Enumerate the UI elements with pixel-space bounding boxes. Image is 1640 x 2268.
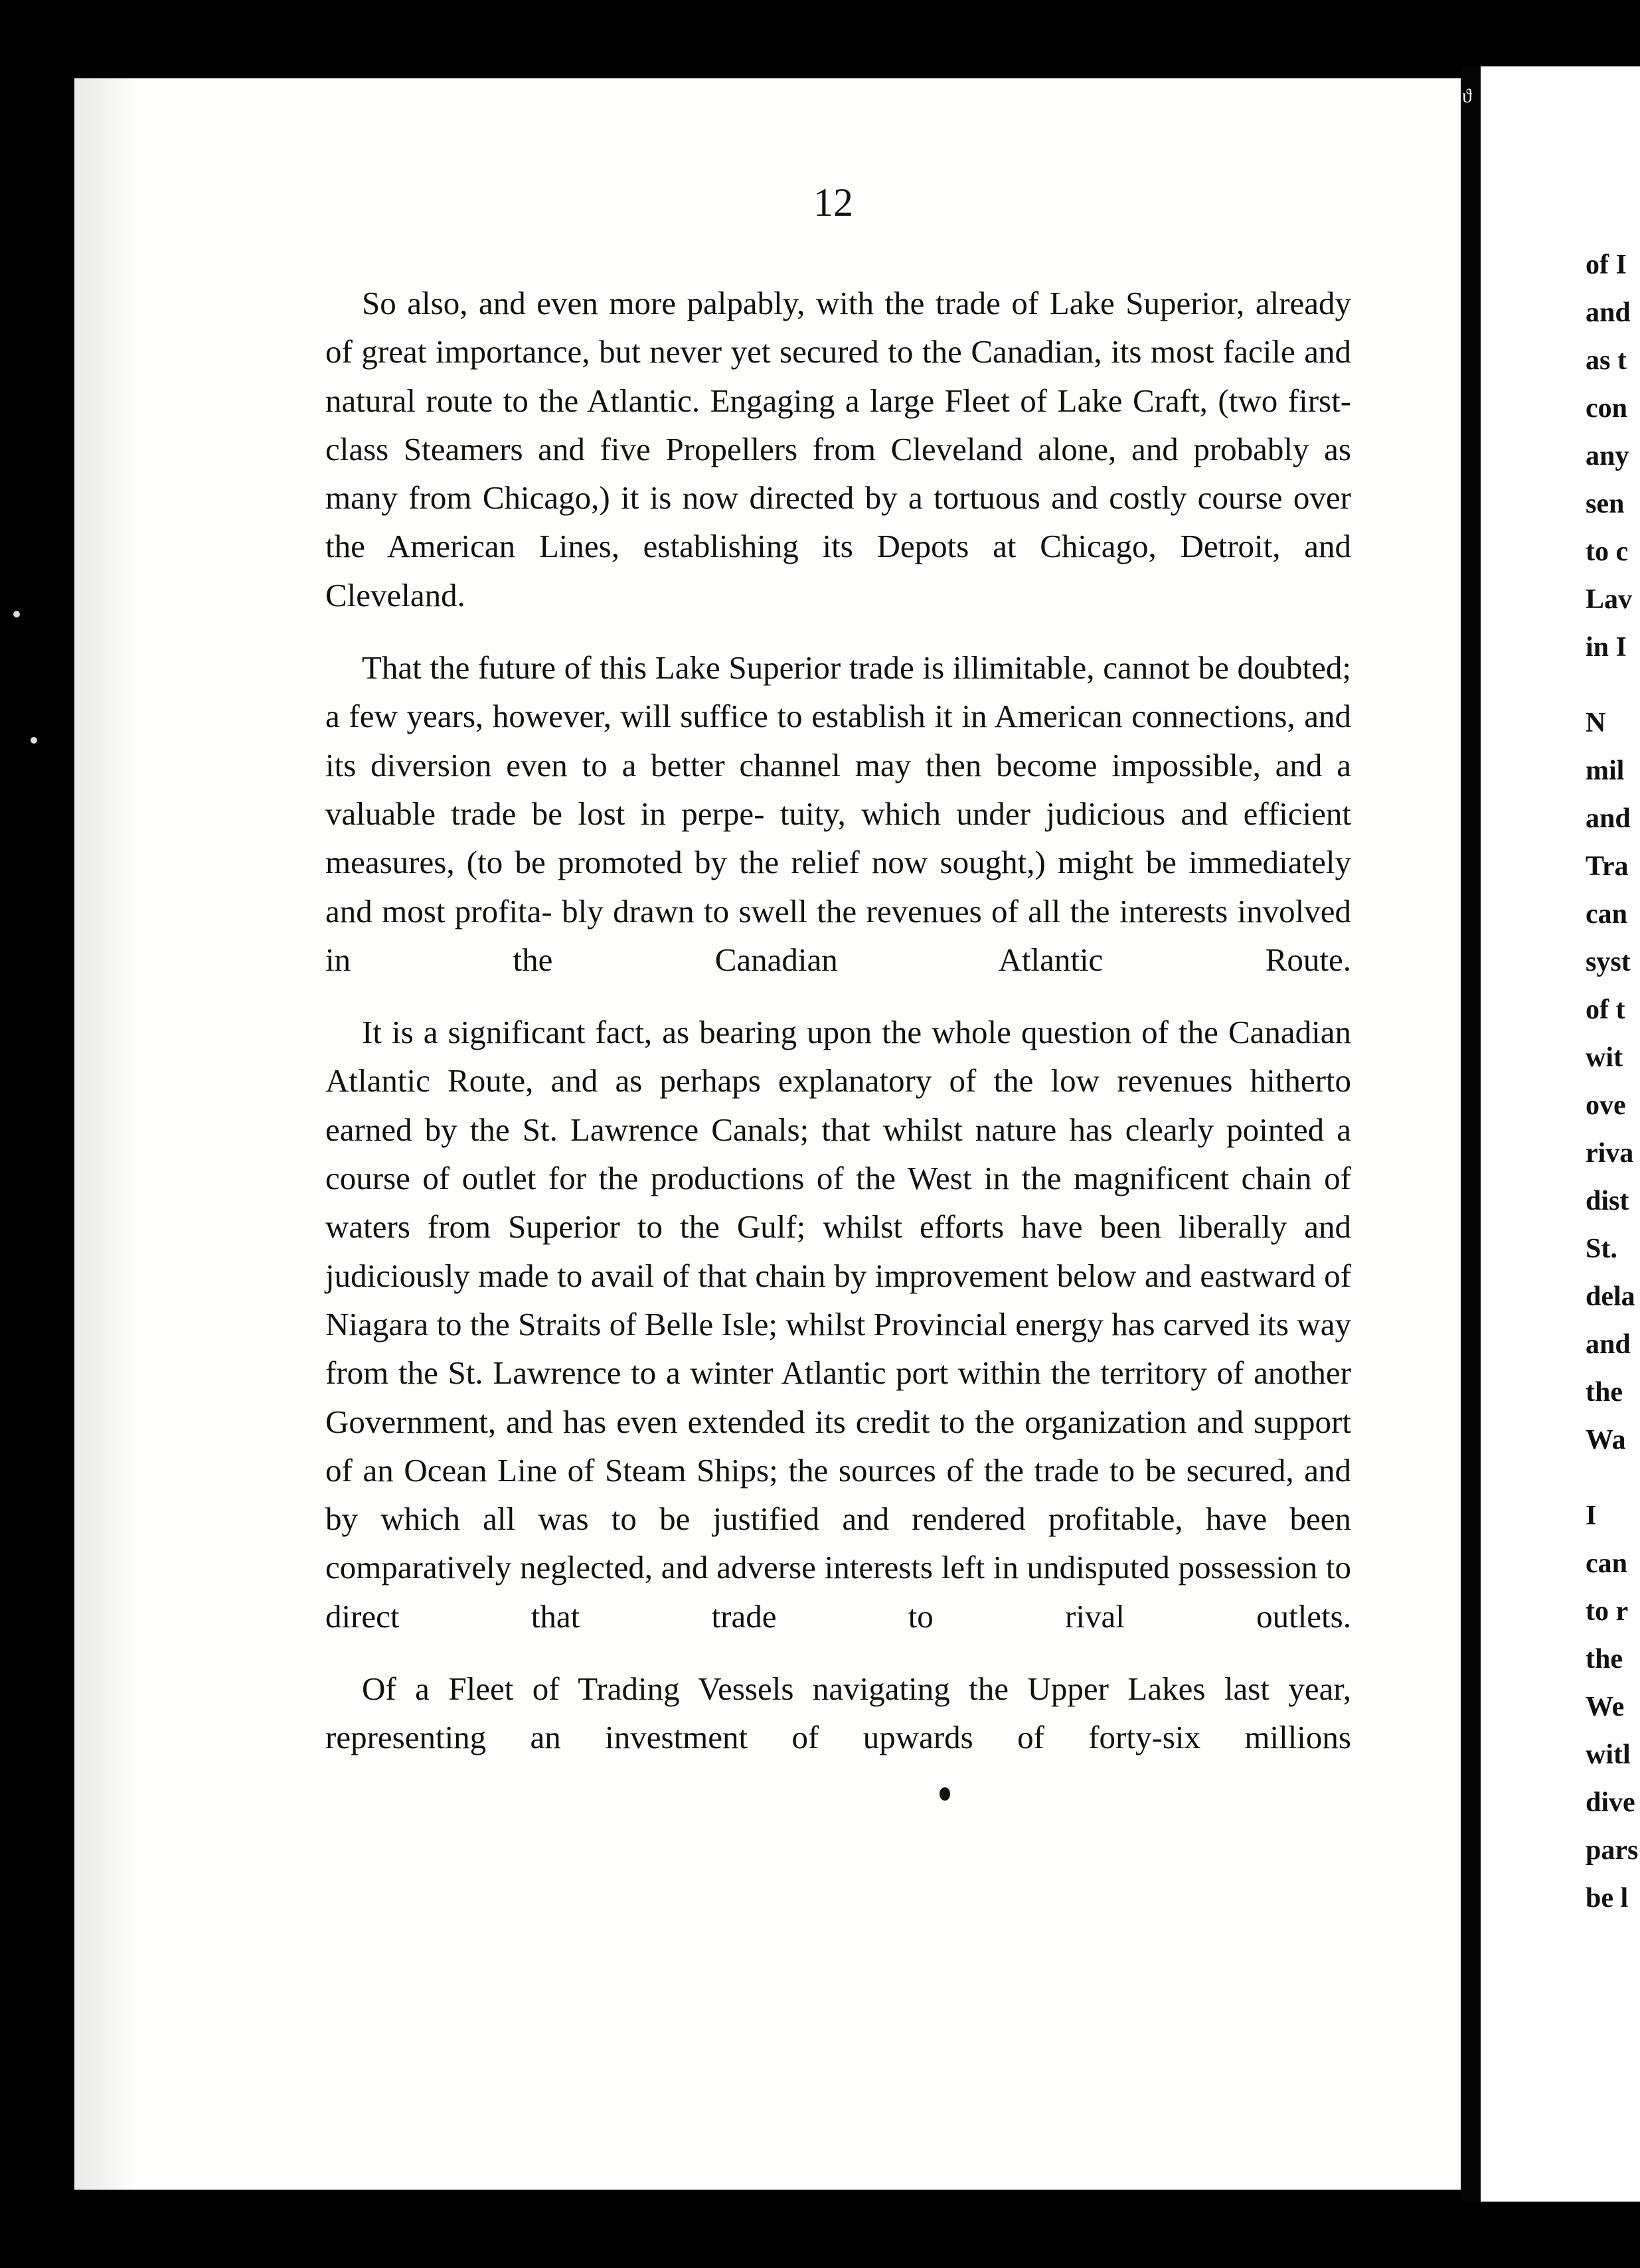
paragraph — [325, 1664, 1351, 1762]
right-page-fragment: be l — [1586, 1883, 1629, 1913]
paragraph — [325, 643, 1351, 984]
right-page-fragment: syst — [1586, 947, 1631, 977]
page-divider — [1461, 66, 1481, 2202]
text-line: the sources of the trade to be secured, and by which all was to be — [325, 1451, 1351, 1538]
text-line: Of a Fleet of Trading Vessels navigating the Upper Lakes last — [362, 1670, 1270, 1708]
ink-blot — [940, 1787, 950, 1801]
right-page-fragment: We — [1586, 1692, 1625, 1722]
right-page-fragment: Lav — [1586, 584, 1633, 615]
right-page-fragment: Wa — [1586, 1425, 1626, 1455]
right-page-fragment: dela — [1586, 1281, 1635, 1312]
text-line: So also, and even more palpably, with the trade of Lake Superior, — [362, 285, 1245, 321]
text-line: nature has clearly pointed a course of outlet for the productions of — [325, 1111, 1351, 1197]
right-page-fragment: dive — [1586, 1787, 1635, 1818]
right-page-fragment: can — [1586, 899, 1627, 930]
text-line: It is a significant fact, as bearing upon the whole question of the — [362, 1014, 1218, 1051]
text-line: and adverse interests left in undisputed possession to direct that — [325, 1549, 1351, 1635]
right-page-fragment: St. — [1586, 1234, 1617, 1264]
text-line: from Cleveland alone, and probably as many from Chicago,) it is — [325, 430, 1352, 517]
right-page-fragment: wit — [1586, 1042, 1623, 1073]
right-page — [1481, 66, 1640, 2202]
text-line: the West in the magnificent chain of waters from Superior to the — [325, 1160, 1352, 1246]
right-page-fragment: N — [1586, 708, 1606, 738]
right-page-fragment: as t — [1586, 345, 1627, 376]
page-gutter-shadow — [74, 78, 137, 2190]
text-line: now directed by a tortuous and costly course over the American — [325, 479, 1351, 565]
text-line: to the Straits of Belle Isle; whilst Provincial energy has carved — [436, 1305, 1250, 1342]
right-page-fragment: mil — [1586, 756, 1625, 786]
right-page-fragment: and — [1586, 803, 1631, 834]
right-page-fragment: I — [1586, 1500, 1597, 1531]
scan-speck — [31, 737, 37, 744]
text-line: tuity, which under judicious and efficient measures, (to be promoted — [325, 795, 1352, 881]
text-line: may then become impossible, and a valuable trade be lost in perpe- — [325, 746, 1351, 832]
text-line: its most facile and natural route to the Atlantic. Engaging a large — [325, 333, 1351, 419]
right-page-fragment: of t — [1586, 995, 1625, 1025]
text-line: Canadian Atlantic Route, and as perhaps explanatory of the low — [325, 1014, 1351, 1099]
right-page-fragment: riva — [1586, 1138, 1634, 1169]
right-page-fragment: the — [1586, 1377, 1623, 1408]
text-line: Canadian Atlantic Route. — [714, 941, 1351, 978]
right-page-fragment: Tra — [1586, 851, 1629, 882]
paragraph — [325, 1008, 1351, 1641]
right-page-fragment: witl — [1586, 1740, 1631, 1770]
right-page-fragment: sen — [1586, 489, 1625, 519]
text-line: That the future of this Lake Superior trade is illimitable, cannot — [362, 649, 1190, 687]
binding-mark-icon: ϑ — [1462, 85, 1472, 107]
right-page-fragment: of I — [1586, 250, 1627, 280]
text-line: avail of that chain by improvement below and eastward of Niagara — [325, 1257, 1351, 1342]
text-line: already of great importance, but never yet secured to the Canadian, — [325, 285, 1352, 370]
text-line: year, representing an investment of upwards of forty-six millions — [325, 1670, 1351, 1756]
right-page-fragment: con — [1586, 393, 1627, 424]
right-page-fragment: in I — [1586, 632, 1627, 663]
right-page-fragment: to r — [1586, 1596, 1629, 1627]
right-page-fragment: any — [1586, 441, 1629, 471]
right-page-fragment: to c — [1586, 536, 1629, 567]
right-page-fragment: can — [1586, 1548, 1627, 1579]
page-number: 12 — [813, 181, 853, 224]
text-line: Lines, establishing its Depots at Chicago, Detroit, and Cleveland. — [325, 528, 1352, 613]
right-page-fragment: and — [1586, 297, 1631, 328]
scan-speck — [13, 611, 20, 617]
text-line: to the organization and support of an Ocean Line of Steam Ships; — [325, 1403, 1351, 1489]
text-line: its way from the St. Lawrence to a winter Atlantic port within the — [325, 1305, 1351, 1392]
text-line: revenues hitherto earned by the St. Lawrence Canals; that whilst — [325, 1062, 1352, 1148]
right-page-fragment: pars — [1586, 1835, 1639, 1866]
text-line: be doubted; a few years, however, will suffice to establish it in — [325, 649, 1351, 735]
text-line: bly drawn to swell the revenues of all the interests involved in the — [325, 892, 1352, 978]
text-line: Gulf; whilst efforts have been liberally and judiciously made to — [325, 1208, 1352, 1294]
text-line: trade to rival outlets. — [711, 1597, 1351, 1635]
text-line: by the relief now sought,) might be immediately and most profita- — [325, 844, 1351, 930]
right-page-fragment: dist — [1586, 1186, 1629, 1216]
text-line: territory of another Government, and has even extended its credit — [325, 1354, 1351, 1440]
right-page-fragment: and — [1586, 1329, 1631, 1360]
text-line: justified and rendered profitable, have been comparatively neglected, — [325, 1500, 1352, 1586]
paragraph — [325, 279, 1351, 619]
text-line: Fleet of Lake Craft, (two first-class Steamers and five Propellers — [325, 382, 1352, 467]
right-page-fragment: ove — [1586, 1090, 1626, 1121]
body-text — [325, 279, 1351, 1786]
text-line: American connections, and its diversion even to a better channel — [325, 698, 1351, 783]
right-page-fragment: the — [1586, 1644, 1623, 1674]
